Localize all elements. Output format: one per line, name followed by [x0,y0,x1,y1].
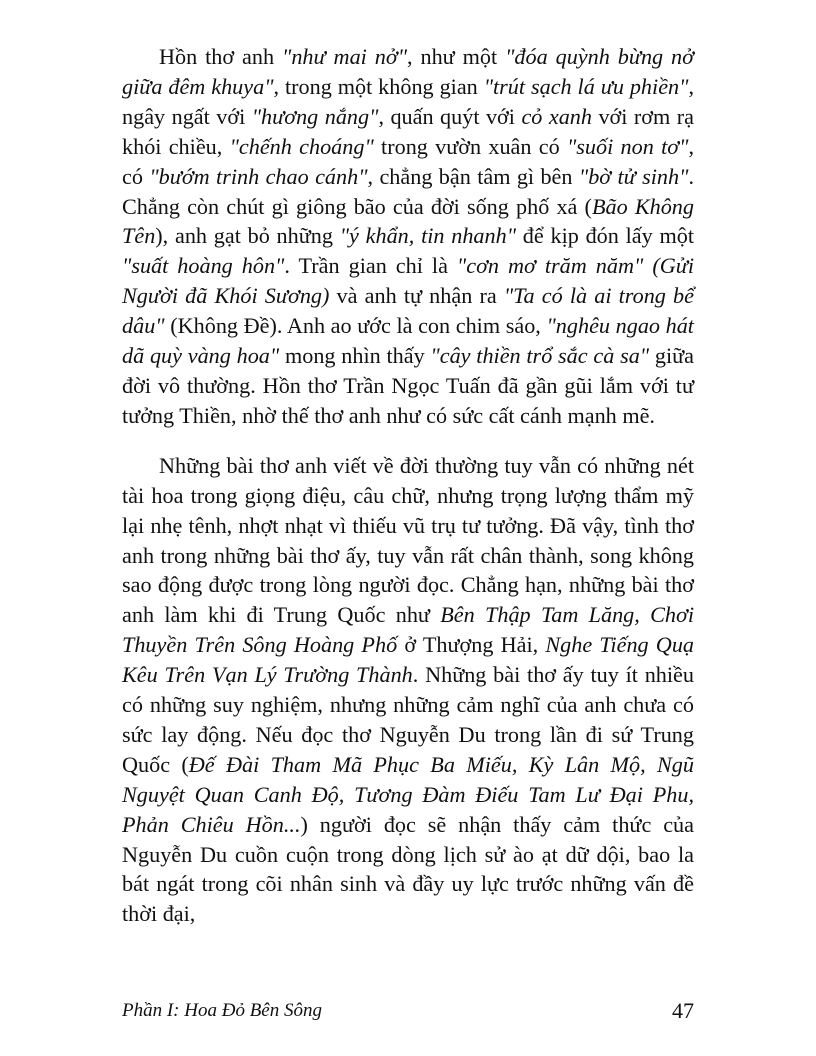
italic-run: "nghêu ngao hát dã quỳ vàng hoa" [122,313,694,369]
paragraph [122,451,694,930]
italic-run: "suất hoàng hôn" [122,253,285,279]
text-run: giữa đời vô thường. Hồn thơ Trần Ngọc Tuấn đã gần gũi lắm với tư tưởng Thiền, nhờ thế thơ anh như có sức cất cánh mạnh mẽ. [122,343,695,428]
text-run: ), anh gạt bỏ những [155,223,340,249]
text-run: . Trần gian chỉ là [284,253,457,279]
page-number: 47 [672,998,694,1023]
text-run: (Không Đề). Anh ao ước là con chim sáo, [164,313,547,339]
italic-run: "ý khẩn, tin nhanh" [339,223,517,249]
italic-run: cỏ xanh [521,103,592,129]
text-run: , có [122,133,694,189]
italic-run: "cây thiền trổ sắc cà sa" [430,343,650,369]
italic-run: "bờ tử sinh" [578,163,689,189]
text-run: , quấn quýt với [378,103,522,129]
paragraph [122,42,694,431]
text-run: , như một [407,44,506,69]
text-run: với rơm rạ khói chiều, [122,103,694,159]
text-run: để kịp đón lấy một [516,223,694,249]
italic-run: "như mai nở" [282,44,408,69]
italic-run: "suối non tơ" [566,133,689,159]
text-run: ở Thượng Hải, [397,632,546,658]
text-run: . Những bài thơ ấy tuy ít nhiều có những suy nghiệm, nhưng những cảm nghĩ của anh chưa có sức lay động. Nếu đọc thơ Nguyễn Du trong lần đi sứ Trung Quốc ( [122,662,694,777]
body-text [122,42,694,929]
text-run: , trong một không gian [273,73,484,99]
italic-run: "chếnh choáng" [229,133,374,159]
text-run: , ngây ngất với [122,73,694,129]
italic-run: "hương nắng" [251,103,379,129]
italic-run: Bên Thập Tam Lăng, Chơi Thuyền Trên Sông Hoàng Phố [122,602,694,658]
text-run: và anh tự nhận ra [329,283,504,309]
text-run: mong nhìn thấy [279,343,431,369]
page-footer [122,996,694,1028]
italic-run: "đóa quỳnh bừng nở giữa đêm khuya" [122,44,694,99]
italic-run: "bướm trinh chao cánh" [149,163,368,189]
text-run: . Chẳng còn chút gì giông bão của đời sống phố xá ( [122,163,694,219]
italic-run: "cơn mơ trăm năm" (Gửi Người đã Khói Sương) [122,253,694,309]
text-run: Những bài thơ anh viết về đời thường tuy vẫn có những nét tài hoa trong giọng điệu, câu chữ, nhưng trọng lượng thẩm mỹ lại nhẹ tênh, nhợt nhạt vì thiếu vũ trụ tư tưởng. Đã vậy, tình thơ anh trong những bài thơ ấy, tuy vẫn rất chân thành, song không sao động được trong lòng người đọc. Chẳng hạn, những bài thơ anh làm khi đi Trung Quốc như [122,452,694,628]
text-run: trong vườn xuân có [373,133,567,159]
text-run: , chẳng bận tâm gì bên [367,163,579,189]
italic-run: Bão Không Tên [122,193,694,249]
italic-run: Đế Đài Tham Mã Phục Ba Miếu, Kỳ Lân Mộ, Ngũ Nguyệt Quan Canh Độ, Tương Đàm Điếu Tam Lư Đại Phu, Phản Chiêu Hồn... [122,751,694,837]
running-title: Phần I: Hoa Đỏ Bên Sông [122,1000,322,1021]
italic-run: Nghe Tiếng Quạ Kêu Trên Vạn Lý Trường Thành [122,632,695,688]
italic-run: "trút sạch lá ưu phiền" [483,73,689,99]
text-run: ) người đọc sẽ nhận thấy cảm thức của Nguyễn Du cuồn cuộn trong dòng lịch sử ào ạt dữ dội, bao la bát ngát trong cõi nhân sinh và đầy uy lực trước những vấn đề thời đại, [122,811,694,927]
italic-run: "Ta có là ai trong bể dâu" [122,283,694,339]
text-run: Hồn thơ anh [159,44,283,69]
